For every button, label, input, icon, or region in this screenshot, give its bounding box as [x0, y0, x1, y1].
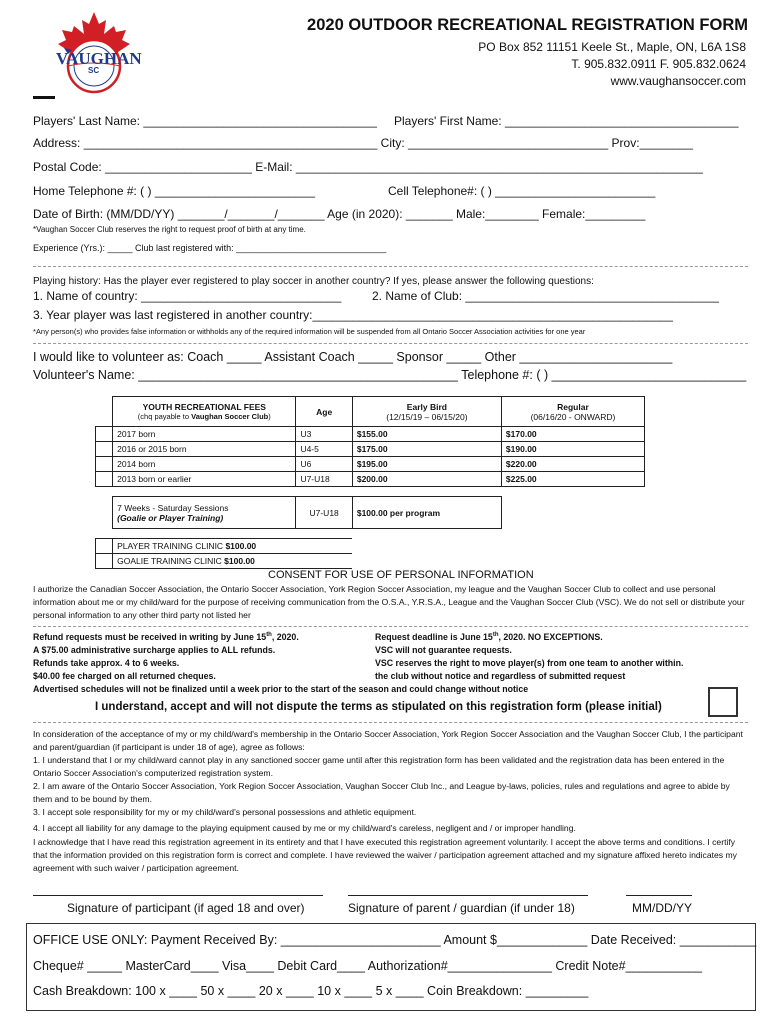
office-use-box [26, 923, 756, 1011]
fees-header-regular: Regular (06/16/20 - ONWARD) [501, 397, 644, 427]
proof-note: *Vaughan Soccer Club reserves the right to request proof of birth at any time. [33, 225, 306, 234]
office-cash-row[interactable]: Cash Breakdown: 100 x ____ 50 x ____ 20 x ____ 10 x ____ 5 x ____ Coin Breakdown: _________ [33, 984, 589, 998]
refund-deadline: Refund requests must be received in writing by June 15th, 2020. [33, 632, 299, 642]
false-info-warning: *Any person(s) who provides false information or withholds any of the required information will be suspended from all Ontario Soccer Association activities for one year [33, 327, 586, 336]
office-method-row[interactable]: Cheque# _____ MasterCard____ Visa____ Debit Card____ Authorization#_______________ Credit Note#___________ [33, 959, 703, 973]
fees-table [95, 396, 645, 569]
volunteer-roles-field[interactable]: I would like to volunteer as: Coach _____ Assistant Coach _____ Sponsor _____ Other ______________________ [33, 350, 673, 364]
request-deadline: Request deadline is June 15th, 2020. NO EXCEPTIONS. [375, 632, 603, 642]
office-payment-row[interactable]: OFFICE USE ONLY: Payment Received By: _______________________ Amount $_____________ Date Received: ___________ [33, 933, 757, 947]
agreement-acknowledgement: I acknowledge that I have read this registration agreement in its entirety and that I have executed this registration agreement voluntarily. I accept the above terms and conditions. I certify that the information provided on this registration form is correct and complete. I have reviewed the waiver / participation agreement attached and my signature affixed hereto indicates my agreement with such waiver / participation agreement. [33, 837, 737, 873]
club-phone: T. 905.832.0911 F. 905.832.0624 [571, 57, 746, 71]
agreement-point-4: 4. I accept all liability for any damage to the playing equipment caused by me or my child/ward's careless, negligent and / or improper handling. [33, 823, 576, 833]
parent-signature-label: Signature of parent / guardian (if under 18) [348, 901, 575, 915]
no-guarantee: VSC will not guarantee requests. [375, 645, 512, 655]
schedule-note: Advertised schedules will not be finalized until a week prior to the start of the season and could change without notice [33, 684, 529, 694]
initial-checkbox[interactable] [708, 687, 738, 717]
table-row: 2013 born or earlier U7-U18 $200.00 $225.00 [96, 472, 645, 487]
date-signature-line[interactable] [626, 895, 692, 896]
divider [33, 343, 748, 344]
move-player-note: VSC reserves the right to move player(s) from one team to another within. [375, 658, 684, 668]
agreement-point-1: 1. I understand that I or my child/ward cannot play in any sanctioned soccer game until after this registration form has been validated and the registration data has been entered in the Ontario Soccer Association's computerized registration system. [33, 755, 725, 778]
refund-surcharge: A $75.00 administrative surcharge applies to ALL refunds. [33, 645, 276, 655]
club-website[interactable]: www.vaughansoccer.com [610, 74, 746, 88]
home-telephone-field[interactable]: Home Telephone #: ( ) ________________________ [33, 184, 316, 198]
fees-header-youth: YOUTH RECREATIONAL FEES (chq payable to Vaughan Soccer Club) [113, 397, 296, 427]
table-row: 2017 born U3 $155.00 $170.00 [96, 427, 645, 442]
signature-date-label: MM/DD/YY [632, 901, 692, 915]
player-clinic-row: PLAYER TRAINING CLINIC $100.00 [96, 539, 645, 554]
refund-timing: Refunds take approx. 4 to 6 weeks. [33, 658, 180, 668]
logo-sub: SC [88, 66, 100, 75]
divider [33, 626, 748, 627]
year-field[interactable]: 3. Year player was last registered in another country:______________________________________________________ [33, 308, 673, 322]
goalie-clinic-row: GOALIE TRAINING CLINIC $100.00 [96, 554, 645, 569]
club-field[interactable]: 2. Name of Club: ______________________________________ [372, 289, 719, 303]
dob-age-gender-field[interactable]: Date of Birth: (MM/DD/YY) _______/_______/_______ Age (in 2020): _______ Male:________ Female:_________ [33, 207, 646, 221]
volunteer-name-field[interactable]: Volunteer's Name: ______________________________________________ Telephone #: ( ) ____________________________ [33, 368, 747, 382]
address-field[interactable]: Address: ____________________________________________ City: ______________________________ Prov:________ [33, 136, 693, 150]
vaughan-sc-logo [48, 10, 140, 98]
parent-signature-line[interactable] [348, 895, 588, 896]
table-row: 2014 born U6 $195.00 $220.00 [96, 457, 645, 472]
table-row: 2016 or 2015 born U4-5 $175.00 $190.00 [96, 442, 645, 457]
postal-email-field[interactable]: Postal Code: ______________________ E-Mail: _____________________________________________________________ [33, 160, 703, 174]
agreement-point-3: 3. I accept sole responsibility for my or my child/ward's personal possessions and athletic equipment. [33, 807, 417, 817]
last-name-field[interactable]: Players' Last Name: ___________________________________ [33, 114, 377, 128]
participant-signature-label: Signature of participant (if aged 18 and over) [67, 901, 305, 915]
move-player-note-2: the club without notice and regardless of submitted request [375, 671, 626, 681]
agreement-intro: In consideration of the acceptance of my or my child/ward's membership in the Ontario Soccer Association, York Region Soccer Association and the Vaughan Soccer Club, I the participant and parent/guardian (if participant is under 18 of age), agree as follows: [33, 729, 743, 752]
sessions-row: 7 Weeks - Saturday Sessions (Goalie or Player Training) U7-U18 $100.00 per program [96, 497, 645, 529]
header-mark [33, 96, 55, 99]
club-address: PO Box 852 11151 Keele St., Maple, ON, L6A 1S8 [478, 40, 746, 54]
form-title: 2020 OUTDOOR RECREATIONAL REGISTRATION FORM [307, 16, 748, 34]
agreement-point-2: 2. I am aware of the Ontario Soccer Association, York Region Soccer Association, Vaughan Soccer Club Inc., and League by-laws, policies, rules and regulations and agree to abide by them and to be bound by them. [33, 781, 730, 804]
first-name-field[interactable]: Players' First Name: ___________________________________ [394, 114, 739, 128]
returned-cheque-fee: $40.00 fee charged on all returned cheques. [33, 671, 216, 681]
divider [33, 722, 748, 723]
country-field[interactable]: 1. Name of country: ______________________________ [33, 289, 342, 303]
consent-title: CONSENT FOR USE OF PERSONAL INFORMATION [268, 569, 534, 581]
history-question: Playing history: Has the player ever registered to play soccer in another country? If yes, please answer the following questions: [33, 276, 594, 287]
divider [33, 266, 748, 267]
consent-text: I authorize the Canadian Soccer Association, the Ontario Soccer Association, York Region Soccer Association, my league and the Vaughan Soccer Club to collect and use personal information about me or my child/ward for the purpose of receiving communication from the O.S.A., Y.R.S.A., League and the Vaughan Soccer Club (VSC). We do not sell or distribute your personal information to any other third party not listed her [33, 584, 745, 620]
logo-text: VAUGHAN [56, 49, 142, 68]
understand-statement: I understand, accept and will not dispute the terms as stipulated on this registration form (please initial) [95, 701, 662, 713]
fees-header-early: Early Bird (12/15/19 – 06/15/20) [352, 397, 501, 427]
participant-signature-line[interactable] [33, 895, 323, 896]
cell-telephone-field[interactable]: Cell Telephone#: ( ) ________________________ [388, 184, 656, 198]
experience-field[interactable]: Experience (Yrs.): _____ Club last registered with: ______________________________ [33, 243, 387, 253]
fees-header-age: Age [296, 397, 352, 427]
